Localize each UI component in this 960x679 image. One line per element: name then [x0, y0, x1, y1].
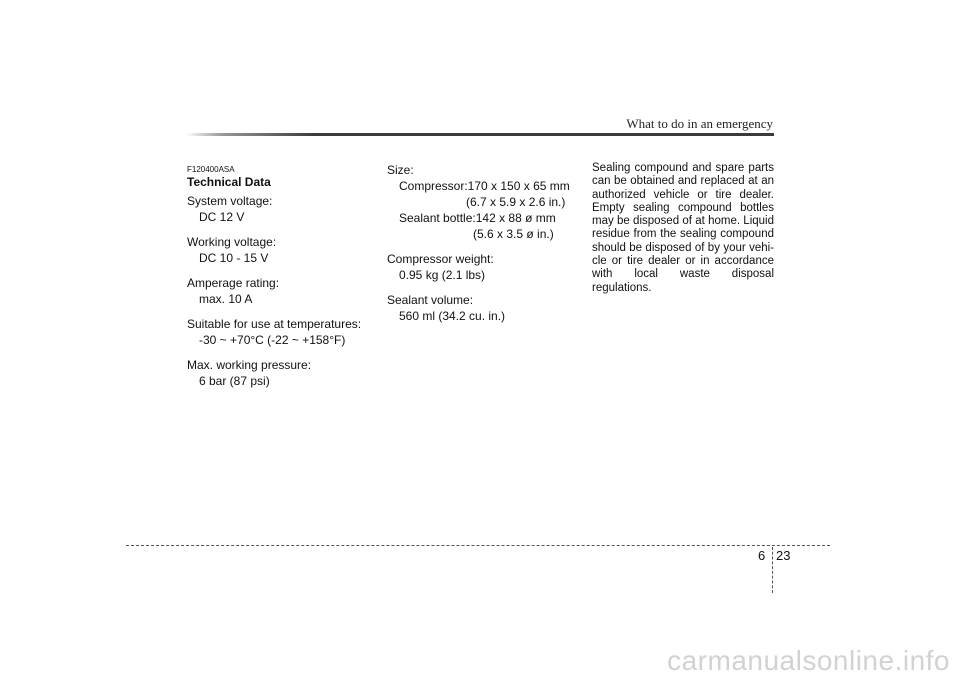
spec-label: Sealant volume: — [387, 293, 474, 307]
spec-label: Max. working pressure: — [187, 358, 312, 372]
spec-label: Working voltage: — [187, 235, 277, 249]
spec-temperature-range — [187, 316, 367, 348]
section-code: F120400ASA — [187, 165, 235, 174]
spec-size — [387, 162, 577, 242]
column-middle — [387, 162, 577, 333]
disposal-paragraph: Sealing compound and spare parts can be obtained and replaced at an authorized vehicle or tire dealer. Empty sealing compound bottles may be disposed of at home. Liquid residue from the sealing compound should be disposed of by your vehi-cle or tire dealer or in accordance with local waste disposal regulations. — [592, 162, 774, 294]
page-header-title: What to do in an emergency — [626, 116, 773, 131]
page-number: 23 — [776, 548, 791, 563]
spec-value: 6 bar (87 psi) — [199, 374, 270, 388]
spec-amperage-rating — [187, 275, 367, 307]
footer-rule — [126, 545, 830, 546]
spec-label: System voltage: — [187, 194, 273, 208]
sealant-bottle-size: Sealant bottle:142 x 88 ø mm — [399, 211, 556, 225]
spec-label: Suitable for use at temperatures: — [187, 317, 362, 331]
spec-value: -30 ~ +70°C (-22 ~ +158°F) — [199, 333, 346, 347]
spec-value: DC 12 V — [199, 210, 245, 224]
spec-label: Amperage rating: — [187, 276, 280, 290]
column-right — [592, 162, 774, 295]
spec-sealant-volume — [387, 292, 577, 324]
page-number-divider — [772, 547, 773, 593]
compressor-size: Compressor:170 x 150 x 65 mm — [399, 179, 570, 193]
watermark: carmanualsonline.info — [667, 645, 950, 676]
section-title: Technical Data — [187, 175, 271, 189]
compressor-size-inches: (6.7 x 5.9 x 2.6 in.) — [466, 195, 566, 209]
spec-value: DC 10 - 15 V — [199, 251, 269, 265]
spec-label: Size: — [387, 163, 414, 177]
spec-label: Compressor weight: — [387, 252, 494, 266]
header-rule — [186, 133, 774, 136]
spec-max-pressure — [187, 357, 367, 389]
spec-value: max. 10 A — [199, 292, 253, 306]
spec-system-voltage — [187, 193, 367, 225]
spec-value: 0.95 kg (2.1 lbs) — [399, 268, 486, 282]
sealant-bottle-size-inches: (5.6 x 3.5 ø in.) — [473, 227, 554, 241]
chapter-number: 6 — [758, 548, 766, 563]
column-left — [187, 162, 367, 398]
spec-value: 560 ml (34.2 cu. in.) — [399, 309, 506, 323]
spec-compressor-weight — [387, 251, 577, 283]
spec-working-voltage — [187, 234, 367, 266]
